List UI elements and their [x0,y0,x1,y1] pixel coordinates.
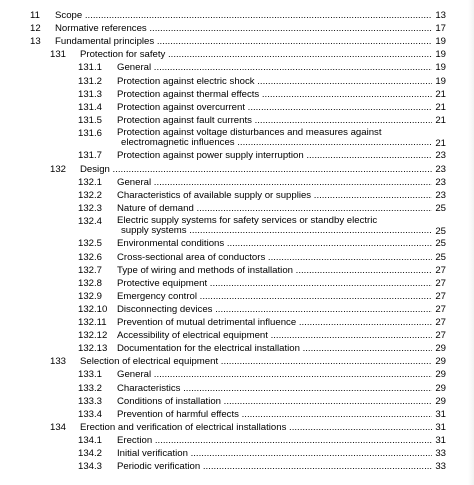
toc-entry-page: 21 [435,101,446,113]
toc-entry-title: Protective equipment ..... [117,278,432,290]
toc-entry-page: 21 [435,137,446,149]
toc-entry-number: 133 [50,356,67,368]
toc-entry-title: Type of wiring and methods of installation ..... [117,265,432,277]
toc-entry-title: Protection against overcurrent ..... [117,102,432,114]
page-edge-shadow [468,0,474,485]
toc-entry-title: Accessibility of electrical equipment ..... [117,330,432,342]
toc-entry-page: 23 [435,189,446,201]
toc-entry-page: 23 [435,150,446,162]
toc-entry-page: 29 [435,395,446,407]
toc-entry-number: 132.3 [78,202,103,214]
toc-entry-number: 11 [30,10,40,21]
toc-entry-title: Conditions of installation ..... [117,396,432,408]
toc-entry-page: 23 [435,176,446,188]
toc-entry-number: 132.12 [78,330,108,342]
toc-entry-title: Protection against thermal effects ..... [117,89,432,101]
toc-entry-title: Nature of demand ..... [117,203,432,215]
toc-entry-title: Emergency control ..... [117,291,432,303]
toc-entry-title: Normative references ..... [55,23,432,35]
toc-entry-number: 133.2 [78,382,103,394]
toc-entry-number: 131.4 [78,101,103,113]
toc-entry-page: 13 [435,10,446,21]
toc-entry-page: 25 [435,238,446,250]
toc-entry-number: 134 [50,421,67,433]
toc-entry-number: 132.6 [78,251,103,263]
toc-entry-page: 29 [435,382,446,394]
toc-entry-number: 133.1 [78,369,103,381]
toc-entry-number: 131.2 [78,75,103,87]
toc-entry-number: 133.4 [78,408,103,420]
toc-entry-title-line1: Protection against voltage disturbances and measures against [117,127,382,138]
toc-entry-title-line2: electromagnetic influences ..... [117,138,432,148]
toc-entry-title-line2: supply systems ..... [117,226,432,236]
toc-entry-page: 27 [435,290,446,302]
toc-entry-title [117,216,432,236]
toc-entry-title: Initial verification ..... [117,448,432,460]
toc-entry-title: Prevention of harmful effects ..... [117,409,432,421]
toc-entry-title-line1: Electric supply systems for safety services or standby electric [117,215,378,226]
toc-entry-title: Fundamental principles ..... [55,36,432,48]
toc-entry-title [117,128,432,148]
toc-entry-page: 29 [435,369,446,381]
toc-entry-title: Environmental conditions ..... [117,238,432,250]
toc-entry-page: 25 [435,251,446,263]
toc-entry-number: 132.13 [78,343,108,355]
toc-entry-page: 21 [435,114,446,126]
toc-entry-page: 25 [435,202,446,214]
toc-entry-number: 131.1 [78,62,103,74]
toc-entry-title: Characteristics of available supply or supplies ..... [117,190,432,202]
toc-entry-number: 132.2 [78,189,103,201]
toc-entry-page: 19 [435,49,446,61]
toc-entry-page: 27 [435,303,446,315]
toc-entry-number: 133.3 [78,395,103,407]
toc-entry-page: 31 [435,434,446,446]
toc-entry-page: 19 [435,75,446,87]
toc-entry-title: Scope ..... [55,10,432,22]
toc-entry-title: Protection against power supply interruption ..... [117,150,432,162]
toc-entry-title: Cross-sectional area of conductors ..... [117,252,432,264]
toc-entry-title: Design ..... [80,164,432,176]
toc-entry-number: 12 [30,23,41,35]
toc-entry-number: 13 [30,36,41,48]
toc-entry-page: 23 [435,163,446,175]
toc-entry-number: 131.6 [78,127,103,139]
toc-entry-page: 27 [435,264,446,276]
toc-entry-title: Disconnecting devices ..... [117,304,432,316]
toc-entry-title: Prevention of mutual detrimental influence ..... [117,317,432,329]
toc-entry-page: 31 [435,408,446,420]
toc-entry-title: Protection for safety ..... [80,49,432,61]
toc-entry-title: Periodic verification ..... [117,461,432,473]
toc-entry-number: 132.8 [78,277,103,289]
toc-entry-page: 19 [435,36,446,48]
toc-entry-number: 131 [50,49,67,61]
toc-entry-title: Erection ..... [117,435,432,447]
toc-entry-title: Protection against electric shock ..... [117,76,432,88]
toc-entry-title: Protection against fault currents ..... [117,115,432,127]
toc-entry-number: 131.3 [78,88,103,100]
toc-entry-page: 25 [435,225,446,237]
toc-entry-page: 33 [435,448,446,459]
toc-entry-page: 29 [435,356,446,368]
toc-entry-page: 19 [435,62,446,74]
toc-entry-number: 132.7 [78,264,103,276]
toc-entry-page: 27 [435,317,446,328]
toc-entry-page: 31 [435,421,446,433]
toc-entry-page: 29 [435,343,446,355]
toc-entry-number: 132.10 [78,303,108,315]
toc-entry-number: 132.4 [78,215,103,227]
toc-entry-page: 33 [435,461,446,473]
toc-entry-page: 17 [435,23,446,35]
toc-entry-title: Documentation for the electrical installation ..... [117,343,432,355]
toc-entry-number: 131.7 [78,150,103,162]
toc-entry-number: 131.5 [78,114,103,126]
toc-entry-number: 132.1 [78,176,103,188]
toc-entry-page: 27 [435,330,446,342]
toc-entry-number: 132.5 [78,238,103,250]
toc-entry-title: General ..... [117,177,432,189]
toc-entry-number: 132 [50,163,67,175]
toc-entry-title: Selection of electrical equipment ..... [80,356,432,368]
toc-entry-page: 21 [435,88,446,100]
toc-entry-title: Erection and verification of electrical installations ..... [80,422,432,434]
toc-entry-number: 134.3 [78,461,103,473]
toc-entry-number: 134.1 [78,434,103,446]
toc-entry-number: 132.9 [78,290,103,302]
toc-entry-title: General ..... [117,62,432,74]
toc-entry-title: General ..... [117,369,432,381]
toc-entry-page: 27 [435,277,446,289]
toc-entry-title: Characteristics ..... [117,383,432,395]
toc-entry-number: 134.2 [78,448,103,459]
toc-entry-number: 132.11 [78,317,107,328]
